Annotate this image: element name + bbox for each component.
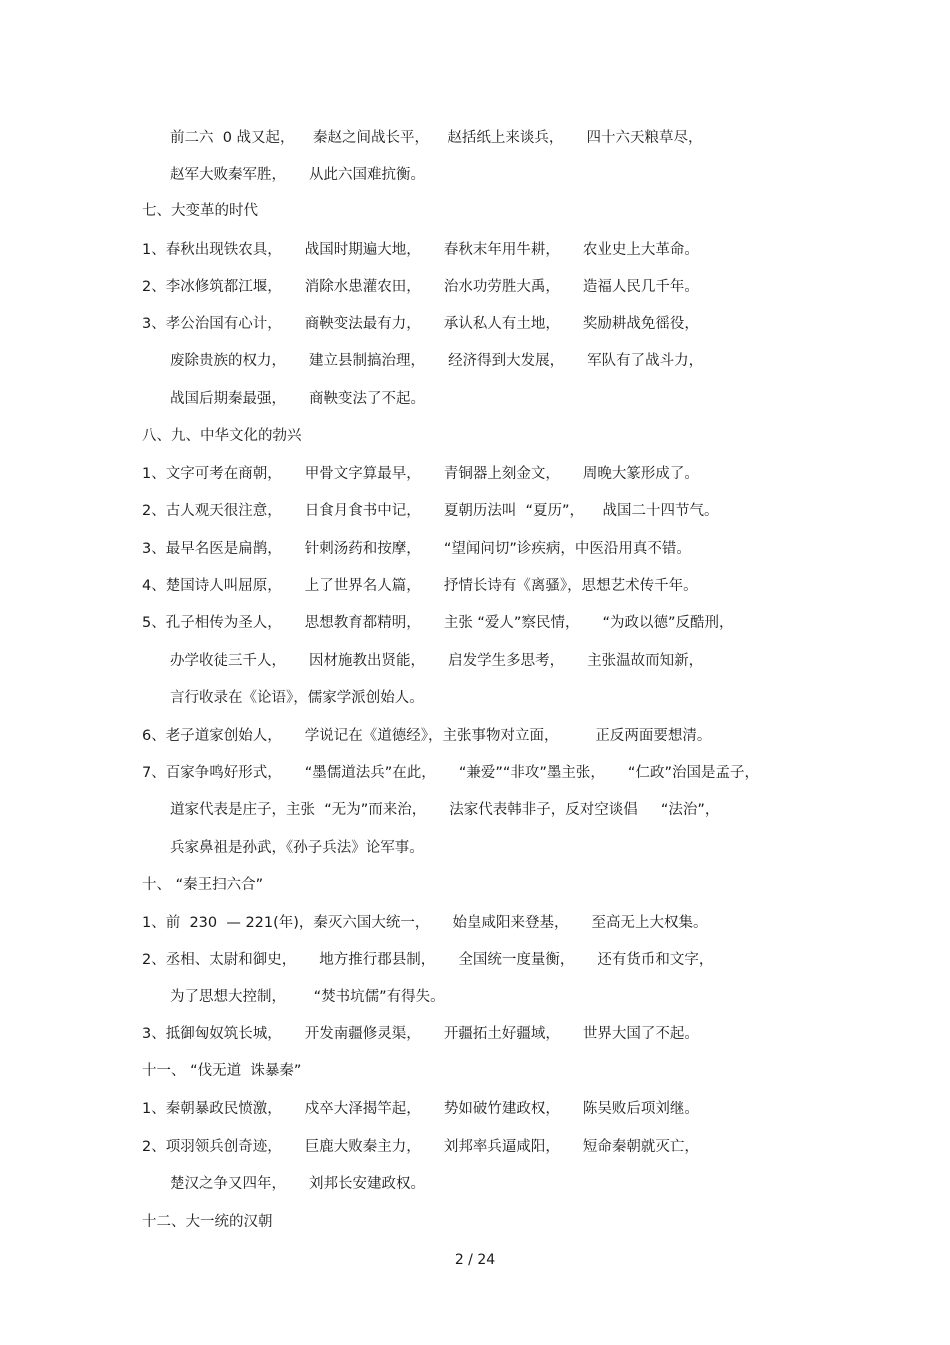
text-line: 废除贵族的权力， 建立县制搞治理， 经济得到大发展， 军队有了战斗力，	[170, 353, 704, 369]
text-line: 兵家鼻祖是孙武，《孙子兵法》论军事。	[170, 840, 424, 856]
text-line: 5、孔子相传为圣人， 思想教育都精明， 主张 “爱人”察民情， “为政以德”反酷刑，	[142, 615, 734, 631]
text-line: 3、孝公治国有心计， 商鞅变法最有力， 承认私人有土地， 奖励耕战免徭役，	[142, 316, 699, 332]
text-line: 6、老子道家创始人， 学说记在《道德经》，主张事物对立面， 正反两面要想清。	[142, 728, 712, 744]
section-heading: 十、 “秦王扫六合”	[142, 877, 264, 893]
text-line: 2、项羽领兵创奇迹， 巨鹿大败秦主力， 刘邦率兵逼咸阳， 短命秦朝就灭亡，	[142, 1139, 699, 1155]
text-line: 1、前 230 — 221(年)，秦灭六国大统一， 始皇咸阳来登基， 至高无上大权集。	[142, 915, 708, 931]
text-line: 7、百家争鸣好形式， “墨儒道法兵”在此， “兼爱”“非攻”墨主张， “仁政”治国是孟子，	[142, 765, 759, 781]
text-line: 2、古人观天很注意， 日食月食书中记， 夏朝历法叫 “夏历”， 战国二十四节气。	[142, 503, 719, 519]
text-line: 为了思想大控制， “焚书坑儒”有得失。	[170, 989, 445, 1005]
text-line: 3、抵御匈奴筑长城， 开发南疆修灵渠， 开疆拓土好疆域， 世界大国了不起。	[142, 1026, 699, 1042]
text-line: 1、文字可考在商朝， 甲骨文字算最早， 青铜器上刻金文， 周晚大篆形成了。	[142, 466, 699, 482]
text-line: 言行收录在《论语》，儒家学派创始人。	[170, 690, 424, 706]
section-heading: 十二、大一统的汉朝	[142, 1214, 273, 1230]
text-line: 前二六 0 战又起， 秦赵之间战长平， 赵括纸上来谈兵， 四十六天粮草尽，	[170, 130, 703, 146]
section-heading: 十一、 “伐无道 诛暴秦”	[142, 1063, 302, 1079]
text-line: 赵军大败秦军胜， 从此六国难抗衡。	[170, 167, 426, 183]
section-heading: 八、九、中华文化的勃兴	[142, 428, 302, 444]
text-line: 3、最早名医是扁鹊， 针刺汤药和按摩， “望闻问切”诊疾病，中医沿用真不错。	[142, 541, 691, 557]
text-line: 楚汉之争又四年， 刘邦长安建政权。	[170, 1176, 426, 1192]
text-line: 4、楚国诗人叫屈原， 上了世界名人篇， 抒情长诗有《离骚》，思想艺术传千年。	[142, 578, 698, 594]
page-number: 2 / 24	[454, 1252, 496, 1268]
text-line: 2、李冰修筑都江堰， 消除水患灌农田， 治水功劳胜大禹， 造福人民几千年。	[142, 279, 699, 295]
text-line: 2、丞相、太尉和御史， 地方推行郡县制， 全国统一度量衡， 还有货币和文字，	[142, 952, 714, 968]
text-line: 道家代表是庄子，主张 “无为”而来治， 法家代表韩非子，反对空谈倡 “法治”，	[170, 802, 720, 818]
text-line: 战国后期秦最强， 商鞅变法了不起。	[170, 391, 426, 407]
text-line: 办学收徒三千人， 因材施教出贤能， 启发学生多思考， 主张温故而知新，	[170, 653, 704, 669]
text-line: 1、秦朝暴政民愤激， 戍卒大泽揭竿起， 势如破竹建政权， 陈吴败后项刘继。	[142, 1101, 699, 1117]
section-heading: 七、大变革的时代	[142, 203, 258, 219]
text-line: 1、春秋出现铁农具， 战国时期遍大地， 春秋末年用牛耕， 农业史上大革命。	[142, 242, 699, 258]
